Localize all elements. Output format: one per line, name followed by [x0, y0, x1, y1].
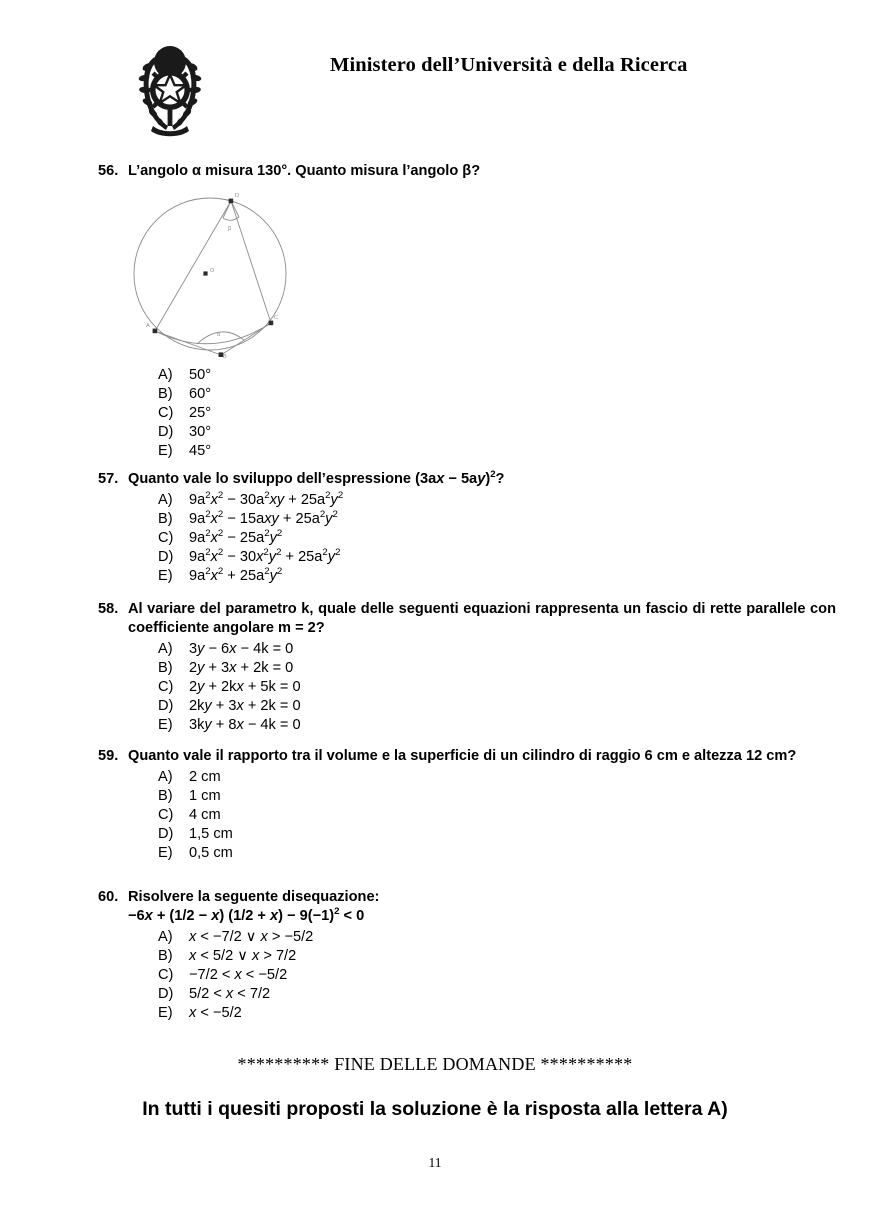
figure-label-alpha: α [217, 332, 221, 338]
option-row[interactable] [158, 678, 836, 697]
option-value: $9a^2x^2 - 30a^2xy + 25a^2y^2$ [189, 490, 344, 508]
option-value: x < −5/2 [189, 1004, 242, 1021]
option-value: $9a^2x^2 - 30x^2y^2 + 25a^2y^2$ [189, 547, 341, 565]
option-row[interactable] [158, 768, 836, 787]
figure-label-beta: β [228, 226, 232, 232]
question-57-text [128, 470, 836, 489]
question-58-heading [98, 600, 836, 638]
question-57-heading [98, 470, 836, 489]
figure-label-c: C [274, 315, 279, 321]
question-58-number: 58. [98, 601, 119, 617]
question-60 [98, 888, 836, 1023]
option-value: 30° [189, 423, 212, 440]
option-letter: B) [158, 947, 173, 964]
option-value: 1,5 cm [189, 825, 233, 842]
option-letter: E) [158, 567, 173, 584]
figure-label-a: A [146, 323, 150, 329]
option-row[interactable] [158, 697, 836, 716]
option-letter: C) [158, 404, 174, 421]
question-56-options [158, 366, 870, 461]
option-row[interactable] [158, 985, 836, 1004]
figure-label-d: D [235, 193, 240, 199]
option-letter: C) [158, 529, 174, 546]
inscribed-angle-circle-diagram [131, 188, 291, 360]
option-row[interactable] [158, 510, 836, 529]
italian-republic-emblem-icon [135, 40, 205, 140]
question-59-heading [98, 747, 836, 766]
q57-var-y: y [477, 471, 486, 487]
question-57-options [158, 491, 836, 586]
question-60-options [158, 928, 836, 1023]
option-value: x < 5/2 ∨ x > 7/2 [189, 947, 297, 964]
option-value: 3y − 6x − 4k = 0 [189, 640, 294, 657]
option-row[interactable] [158, 806, 836, 825]
option-row[interactable] [158, 529, 836, 548]
question-60-formula: −6x + (1/2 − x) $(1/2 + x) - 9(-1)^2 < 0$ [128, 906, 365, 924]
option-value: −7/2 < x < −5/2 [189, 966, 288, 983]
option-value: 1 cm [189, 787, 221, 804]
option-value: 25° [189, 404, 212, 421]
question-57 [98, 470, 836, 586]
option-value: $9a^2x^2 - 25a^2y^2$ [189, 528, 283, 546]
option-row[interactable] [158, 548, 836, 567]
option-value: 5/2 < x < 7/2 [189, 985, 271, 1002]
option-value: $9a^2x^2 + 25a^2y^2$ [189, 565, 283, 584]
figure-label-b: B [223, 354, 227, 360]
option-letter: C) [158, 806, 174, 823]
option-letter: B) [158, 787, 173, 804]
question-56-heading [98, 162, 836, 181]
option-row[interactable] [158, 825, 836, 844]
question-56-text: L’angolo α misura 130°. Quanto misura l’angolo β? [128, 163, 481, 179]
option-value: 2y + 2kx + 5k = 0 [189, 678, 301, 695]
option-letter: B) [158, 659, 173, 676]
question-56-number: 56. [98, 163, 119, 179]
option-row[interactable] [158, 567, 836, 586]
option-row[interactable] [158, 966, 836, 985]
option-letter: B) [158, 385, 173, 402]
q57-exponent: 2 [490, 469, 496, 481]
option-row[interactable] [158, 716, 836, 735]
end-of-questions-line: ********** FINE DELLE DOMANDE ********** [237, 1054, 633, 1074]
option-value: 50° [189, 367, 212, 383]
question-59-number: 59. [98, 748, 119, 764]
option-row[interactable] [158, 928, 836, 947]
option-letter: D) [158, 825, 174, 842]
question-58-options [158, 640, 836, 735]
question-59-options [158, 768, 836, 863]
option-row[interactable] [158, 1004, 836, 1023]
option-letter: A) [158, 367, 173, 383]
option-letter: E) [158, 1004, 173, 1021]
figure-label-o: O [210, 268, 215, 274]
option-value: 2 cm [189, 768, 221, 785]
answer-key-note: In tutti i quesiti proposti la soluzione è la risposta alla lettera A) [142, 1098, 728, 1120]
option-row[interactable] [158, 404, 870, 423]
option-row[interactable] [158, 787, 836, 806]
option-value: 60° [189, 385, 212, 402]
question-60-heading [98, 888, 836, 907]
option-letter: E) [158, 716, 173, 733]
option-row[interactable] [158, 659, 836, 678]
option-letter: D) [158, 985, 174, 1002]
option-row[interactable] [158, 947, 836, 966]
option-row[interactable] [158, 844, 836, 863]
option-letter: D) [158, 697, 174, 714]
option-letter: D) [158, 548, 174, 565]
option-letter: E) [158, 844, 173, 861]
option-letter: A) [158, 491, 173, 508]
question-59-text: Quanto vale il rapporto tra il volume e la superficie di un cilindro di raggio 6 cm e altezza 12 cm? [128, 748, 797, 764]
option-row[interactable] [158, 491, 836, 510]
question-59 [98, 747, 836, 863]
option-letter: A) [158, 640, 173, 657]
q57-text-mid: − 5a [444, 471, 478, 487]
option-value: 2y + 3x + 2k = 0 [189, 659, 294, 676]
option-letter: E) [158, 442, 173, 459]
q57-var-x: x [436, 471, 445, 487]
option-value: 2ky + 3x + 2k = 0 [189, 697, 301, 714]
option-value: 0,5 cm [189, 844, 233, 861]
option-row[interactable] [158, 423, 870, 442]
question-57-number: 57. [98, 471, 119, 487]
question-58 [98, 600, 836, 735]
option-row[interactable] [158, 385, 870, 404]
option-letter: B) [158, 510, 173, 527]
option-row[interactable] [158, 366, 870, 385]
option-letter: C) [158, 966, 174, 983]
page-number: 11 [428, 1155, 442, 1170]
question-56 [98, 162, 836, 181]
option-value: 4 cm [189, 806, 221, 823]
ministry-title: Ministero dell’Università e della Ricerca [330, 54, 688, 76]
option-letter: C) [158, 678, 174, 695]
option-value: $9a^2x^2 - 15axy + 25a^2y^2$ [189, 509, 338, 527]
option-value: 3ky + 8x − 4k = 0 [189, 716, 301, 733]
option-value: 45° [189, 442, 212, 459]
question-58-text: Al variare del parametro k, quale delle seguenti equazioni rappresenta un fascio di rette parallele con coefficiente angolare m = 2? [128, 601, 836, 636]
option-row[interactable] [158, 640, 836, 659]
q57-text-end: ? [495, 471, 505, 487]
q57-text-post: ) [485, 471, 491, 487]
document-header [0, 34, 870, 139]
option-value: x < −7/2 ∨ x > −5/2 [189, 928, 314, 945]
option-letter: D) [158, 423, 174, 440]
question-60-number: 60. [98, 889, 119, 905]
option-letter: A) [158, 928, 173, 945]
question-60-text: Risolvere la seguente disequazione: [128, 889, 380, 905]
option-letter: A) [158, 768, 173, 785]
q57-text-pre: Quanto vale lo sviluppo dell’espressione (3a [128, 471, 437, 487]
option-row[interactable] [158, 442, 870, 461]
